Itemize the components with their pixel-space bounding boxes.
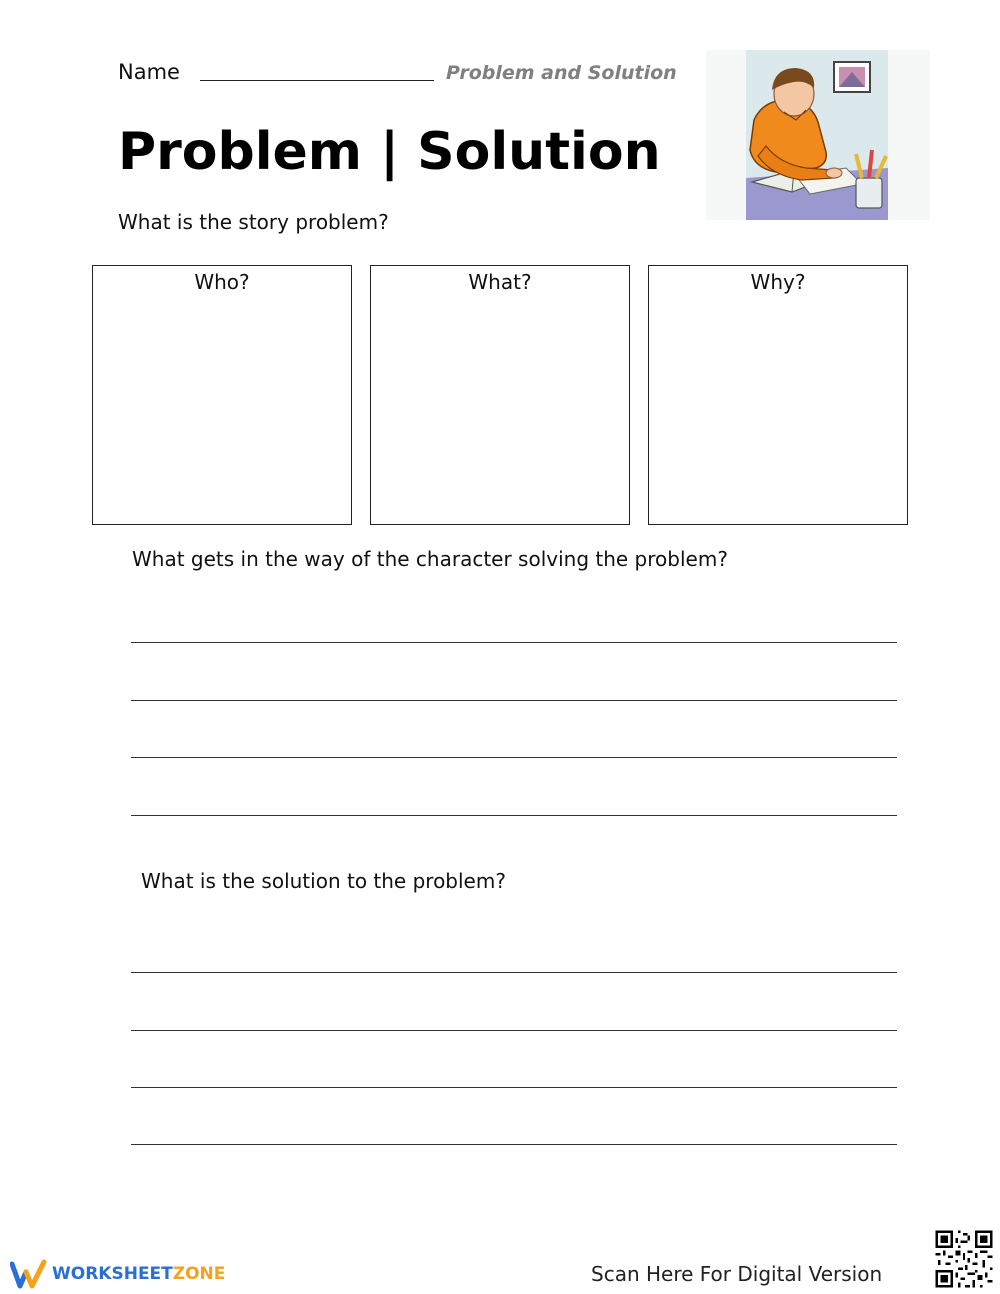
what-label: What?	[468, 270, 532, 294]
student-reading-icon	[706, 50, 930, 220]
what-box[interactable]	[370, 265, 630, 525]
why-label: Why?	[750, 270, 806, 294]
obstacle-answer-line-1[interactable]	[131, 642, 897, 643]
page-title: Problem | Solution	[118, 122, 661, 182]
story-problem-question: What is the story problem?	[118, 210, 389, 234]
name-label: Name	[118, 60, 180, 84]
who-box[interactable]	[92, 265, 352, 525]
worksheet-tag: Problem and Solution	[446, 62, 677, 84]
scan-instruction: Scan Here For Digital Version	[591, 1262, 883, 1286]
name-field-line[interactable]	[200, 80, 434, 81]
solution-answer-line-3[interactable]	[131, 1087, 897, 1088]
solution-answer-line-2[interactable]	[131, 1030, 897, 1031]
obstacle-answer-line-3[interactable]	[131, 757, 897, 758]
solution-answer-line-1[interactable]	[131, 972, 897, 973]
obstacle-answer-line-2[interactable]	[131, 700, 897, 701]
why-box[interactable]	[648, 265, 908, 525]
qr-code-icon[interactable]	[933, 1228, 995, 1290]
solution-answer-line-4[interactable]	[131, 1144, 897, 1145]
obstacle-answer-line-4[interactable]	[131, 815, 897, 816]
solution-question: What is the solution to the problem?	[141, 869, 506, 893]
logo-text-zone: ZONE	[172, 1264, 226, 1284]
logo-text-worksheet: WORKSHEET	[52, 1264, 173, 1284]
who-label: Who?	[194, 270, 250, 294]
worksheetzone-logo[interactable]	[10, 1258, 225, 1290]
worksheetzone-logo-icon	[10, 1258, 48, 1290]
obstacle-question: What gets in the way of the character solving the problem?	[132, 547, 728, 571]
